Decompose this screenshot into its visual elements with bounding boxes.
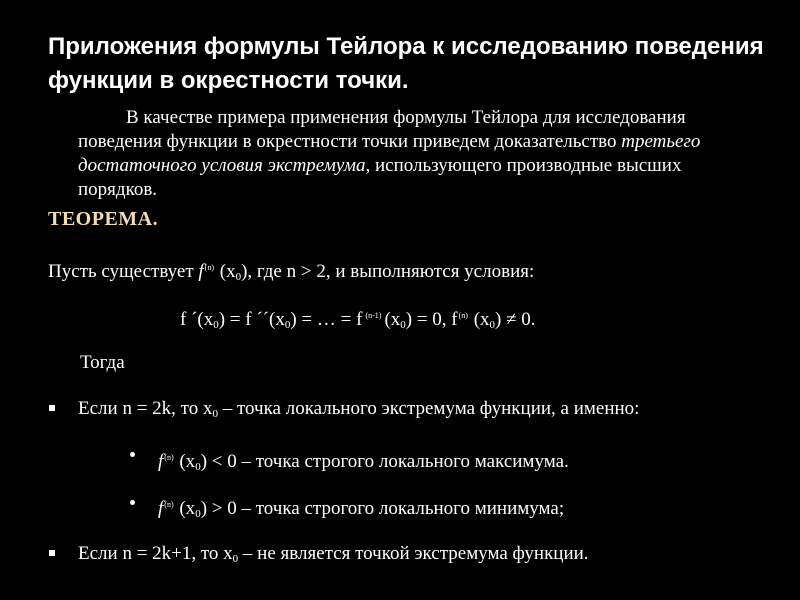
premise-arg: (x [215,261,236,282]
min-order: (n) [164,500,174,509]
theorem-premise [48,256,534,289]
formula-part: f ´(x [180,309,214,330]
conditions-formula [180,304,536,337]
formula-part: (x [384,309,401,330]
intro-emphasis: третьего достаточного условия экстремума [78,131,701,176]
case-odd-text: Если n = 2k+1, то x [78,543,233,564]
round-bullet-icon [130,500,135,505]
formula-subscript: 0 [213,319,219,331]
formula-order: (n) [458,311,468,320]
premise-order: (n) [204,263,214,272]
sub-case-maximum [158,446,569,479]
max-f: f [158,451,164,472]
case-even-conclusion: – точка локального экстремума функции, а именно: [217,398,640,419]
case-even [78,397,639,426]
formula-part: ) = 0, f [405,309,458,330]
formula-part: ) = f ´´(x [218,309,285,330]
formula-part: ) = … = f [290,309,363,330]
premise-subscript: 0 [235,271,242,283]
max-subscript: 0 [195,461,201,473]
premise-text: Пусть существует [48,261,199,282]
min-text: ) > 0 – точка строгого локального минимума; [200,498,565,519]
case-even-subscript: 0 [212,408,218,420]
max-order: (n) [164,453,174,462]
formula-part: (x [468,309,490,330]
min-f: f [158,498,164,519]
case-odd [78,542,589,571]
case-odd-conclusion: – не является точкой экстремума функции. [238,543,589,564]
then-label: Тогда [80,352,125,373]
theorem-label: ТЕОРЕМА. [48,208,159,230]
max-text: ) < 0 – точка строгого локального максимума. [200,451,569,472]
case-odd-subscript: 0 [232,553,239,565]
min-subscript: 0 [195,508,201,520]
round-bullet-icon [130,452,135,457]
intro-text-end: , использующего производные высших порядков. [78,155,682,200]
square-bullet-icon [49,405,55,411]
formula-subscript: 0 [489,319,496,331]
formula-part: ) ≠ 0. [495,309,536,330]
premise-condition-text: , где n > 2, и выполняются условия: [247,261,535,282]
formula-subscript: 0 [400,319,406,331]
formula-subscript: 0 [284,319,291,331]
square-bullet-icon [49,550,55,556]
max-arg: (x [174,451,196,472]
slide-title: Приложения формулы Тейлора к исследованию поведения функции в окрестности точки. [48,33,764,94]
formula-order: (n-1) [363,311,384,320]
sub-case-minimum [158,493,564,526]
intro-text-start: В качестве примера применения формулы Тейлора для исследования поведения функции в окрестности точки приведем доказательство [78,107,686,152]
min-arg: (x [174,498,196,519]
case-even-text: Если n = 2k, то x [78,398,213,419]
premise-f: f [198,261,204,282]
premise-arg-close: ) [241,261,248,282]
intro-paragraph [78,106,718,202]
